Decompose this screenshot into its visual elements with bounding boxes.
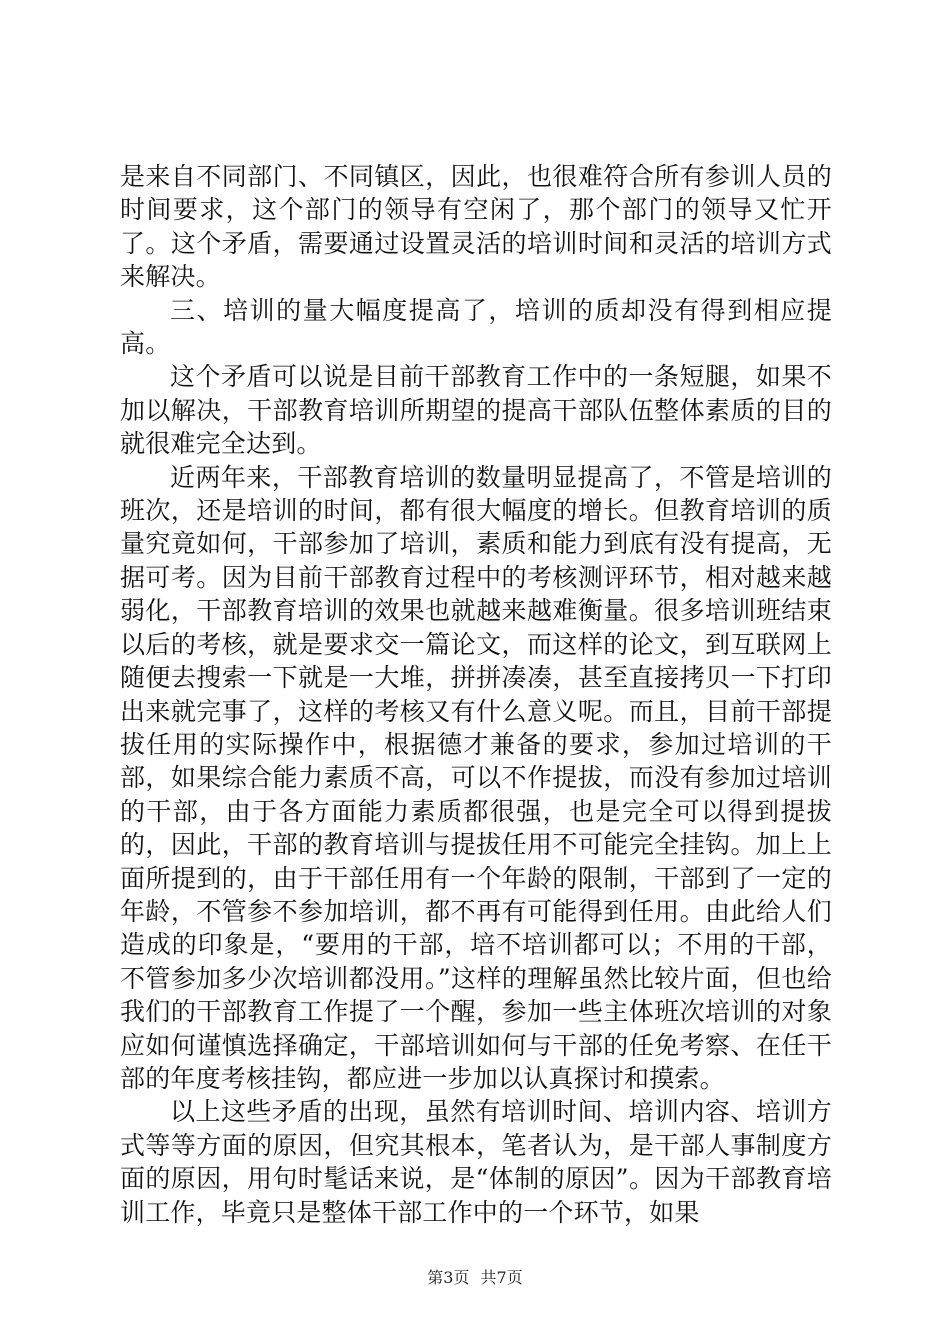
paragraph-3: 这个矛盾可以说是目前干部教育工作中的一条短腿，如果不加以解决，干部教育培训所期望的提高干部队伍整体素质的目的就很难完全达到。 xyxy=(120,362,832,459)
paragraph-4: 近两年来，干部教育培训的数量明显提高了，不管是培训的班次，还是培训的时间，都有很大幅度的增长。但教育培训的质量究竟如何，干部参加了培训，素质和能力到底有没有提高，无据可考。因为目前干部教育过程中的考核测评环节，相对越来越弱化，干部教育培训的效果也就越来越难衡量。很多培训班结束以后的考核，就是要求交一篇论文，而这样的论文，到互联网上随便去搜索一下就是一大堆，拼拼凑凑，甚至直接拷贝一下打印出来就完事了，这样的考核又有什么意义呢。而且，目前干部提拔任用的实际操作中，根据德才兼备的要求，参加过培训的干部，如果综合能力素质不高，可以不作提拔，而没有参加过培训的干部，由于各方面能力素质都很强，也是完全可以得到提拔的，因此，干部的教育培训与提拔任用不可能完全挂钩。加上上面所提到的，由于干部任用有一个年龄的限制，干部到了一定的年龄，不管参不参加培训，都不再有可能得到任用。由此给人们造成的印象是，“要用的干部，培不培训都可以；不用的干部，不管参加多少次培训都没用。”这样的理解虽然比较片面，但也给我们的干部教育工作提了一个醒，参加一些主体班次培训的对象应如何谨慎选择确定，干部培训如何与干部的任免考察、在任干部的年度考核挂钩，都应进一步加以认真探讨和摸索。 xyxy=(120,462,832,1093)
page-footer xyxy=(0,1265,950,1288)
page-number-total: 共7页 xyxy=(480,1268,523,1287)
page-number-current: 第3页 xyxy=(427,1268,470,1287)
paragraph-1: 是来自不同部门、不同镇区，因此，也很难符合所有参训人员的时间要求，这个部门的领导有空闲了，那个部门的领导又忙开了。这个矛盾，需要通过设置灵活的培训时间和灵活的培训方式来解决。 xyxy=(120,162,832,292)
paragraph-2-heading: 三、培训的量大幅度提高了，培训的质却没有得到相应提高。 xyxy=(120,295,832,359)
paragraph-5: 以上这些矛盾的出现，虽然有培训时间、培训内容、培训方式等等方面的原因，但究其根本，笔者认为，是干部人事制度方面的原因，用句时髦话来说，是“体制的原因”。因为干部教育培训工作，毕竟只是整体干部工作中的一个环节，如果 xyxy=(120,1097,832,1227)
document-body xyxy=(120,160,832,1229)
